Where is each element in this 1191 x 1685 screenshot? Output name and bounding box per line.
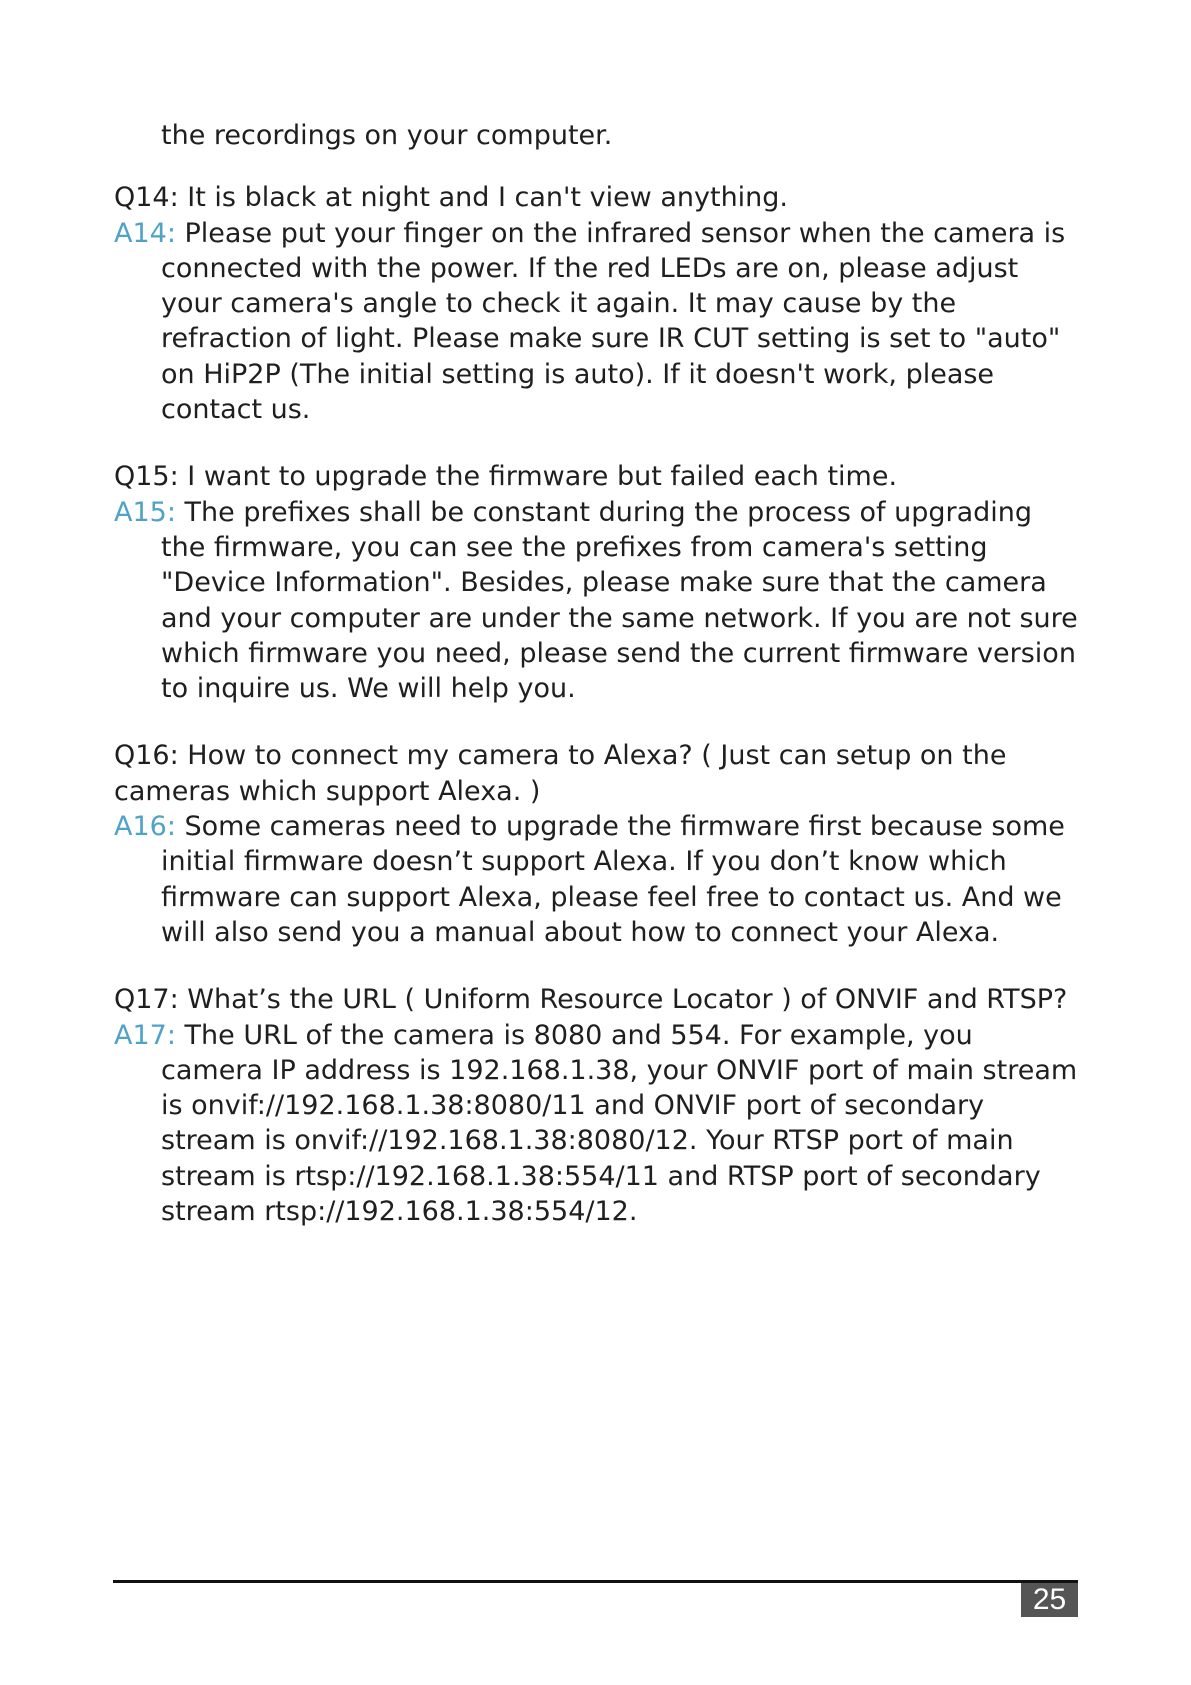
- question-q14: Q14: It is black at night and I can't view anything.: [114, 182, 789, 214]
- answer-a15: [114, 495, 1079, 707]
- answer-text-a16: Some cameras need to upgrade the firmware first because some initial firmware doesn’t support Alexa. If you don’t know which firmware can support Alexa, please feel free to contact us. And we will also send you a manual about how to connect your Alexa.: [161, 811, 1065, 948]
- answer-label-a16: A16:: [114, 811, 176, 843]
- manual-page-content: [114, 118, 1079, 1261]
- faq-item-q17: [114, 982, 1079, 1229]
- faq-item-q15: [114, 459, 1079, 706]
- footer-divider: [113, 1580, 1078, 1583]
- answer-text-a14: Please put your finger on the infrared sensor when the camera is connected with the power. If the red LEDs are on, please adjust your camera's angle to check it again. It may cause by the refraction of light. Please make sure IR CUT setting is set to "auto" on HiP2P (The initial setting is auto). If it doesn't work, please contact us.: [161, 217, 1066, 426]
- answer-text-a15: The prefixes shall be constant during the process of upgrading the firmware, you can see the prefixes from camera's setting "Device Information". Besides, please make sure that the camera and your computer are under the same network. If you are not sure which firmware you need, please send the current firmware version to inquire us. We will help you.: [161, 496, 1078, 705]
- page-number-badge: 25: [1021, 1583, 1078, 1617]
- faq-item-q16: [114, 738, 1079, 950]
- faq-item-q14: [114, 180, 1079, 427]
- answer-label-a14: A14:: [114, 217, 176, 249]
- question-q17: Q17: What’s the URL ( Uniform Resource Locator ) of ONVIF and RTSP?: [114, 984, 1068, 1016]
- answer-a14: [114, 216, 1079, 428]
- answer-label-a15: A15:: [114, 496, 176, 528]
- continued-answer-text: the recordings on your computer.: [161, 120, 613, 151]
- answer-label-a17: A17:: [114, 1019, 176, 1051]
- answer-a16: [114, 809, 1079, 950]
- question-q16: Q16: How to connect my camera to Alexa? ( Just can setup on the cameras which support Alexa. ): [114, 740, 1007, 807]
- question-q15: Q15: I want to upgrade the firmware but failed each time.: [114, 461, 898, 493]
- answer-a17: [114, 1018, 1079, 1230]
- answer-text-a17: The URL of the camera is 8080 and 554. For example, you camera IP address is 192.168.1.38, your ONVIF port of main stream is onvif://192.168.1.38:8080/11 and ONVIF port of secondary stream is onvif://192.168.1.38:8080/12. Your RTSP port of main stream is rtsp://192.168.1.38:554/11 and RTSP port of secondary stream rtsp://192.168.1.38:554/12.: [161, 1019, 1078, 1228]
